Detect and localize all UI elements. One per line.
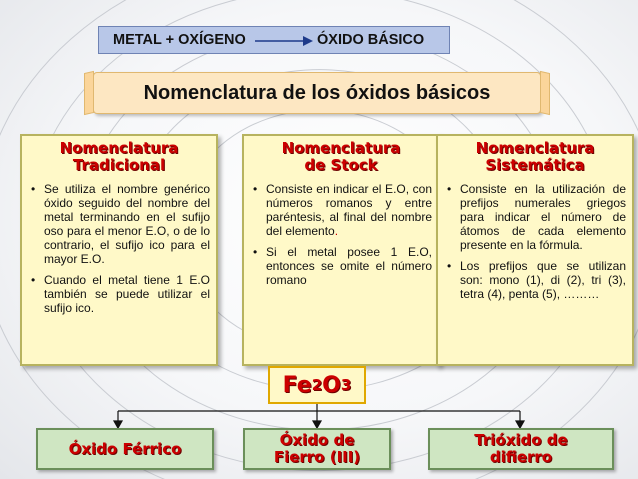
name-line2: difierro [489, 448, 553, 466]
name-line1: Trióxido de [474, 431, 568, 449]
list-item: • Consiste en la utilización de prefijos numerales griegos para indicar el número de átomos de cada elemento presente en la fórmula. [460, 182, 626, 252]
list-item: • Los prefijos que se utilizan son: mono (1), di (2), tri (3), tetra (4), penta (5), ……… [460, 259, 626, 301]
page-title: Nomenclatura de los óxidos básicos [93, 72, 541, 114]
name-text [274, 432, 360, 466]
heading-line2: Tradicional [72, 156, 166, 174]
reaction-product: ÓXIDO BÁSICO [317, 32, 425, 48]
name-line1: Óxido Férrico [68, 439, 182, 458]
name-line1: Óxido de [279, 431, 355, 449]
heading-line2: de Stock [304, 156, 378, 174]
heading-line1: Nomenclatura [475, 139, 595, 157]
heading-line2: Sistemática [485, 156, 585, 174]
formula-element-1: Fe [282, 372, 312, 398]
reaction-reactants: METAL + OXÍGENO [113, 32, 246, 48]
formula-element-2: O [322, 372, 341, 398]
heading-line1: Nomenclatura [281, 139, 401, 157]
list-item: • Si el metal posee 1 E.O, entonces se omite el número romano [266, 245, 432, 287]
name-text [474, 432, 567, 466]
list-item: • Se utiliza el nombre genérico óxido seguido del nombre del metal terminando en el sufijo oso para el menor E.O, o de lo contrario, el sufijo ico para el mayor E.O. [44, 182, 210, 266]
name-line2: Fierro (III) [273, 448, 361, 466]
list-item-end-mark: . [334, 224, 339, 238]
name-oxido-de-fierro [243, 428, 391, 470]
heading-line1: Nomenclatura [59, 139, 179, 157]
list-item-text: Consiste en indicar el E.O, con números romanos y entre paréntesis, al final del nombre del elemento [266, 182, 432, 238]
formula-subscript-1: 2 [311, 376, 323, 394]
name-trioxido-de-difierro [428, 428, 614, 470]
list-item: • Cuando el metal tiene 1 E.O también se puede utilizar el sufijo ico. [44, 273, 210, 315]
formula-subscript-2: 3 [340, 376, 352, 394]
name-oxido-ferrico [36, 428, 214, 470]
